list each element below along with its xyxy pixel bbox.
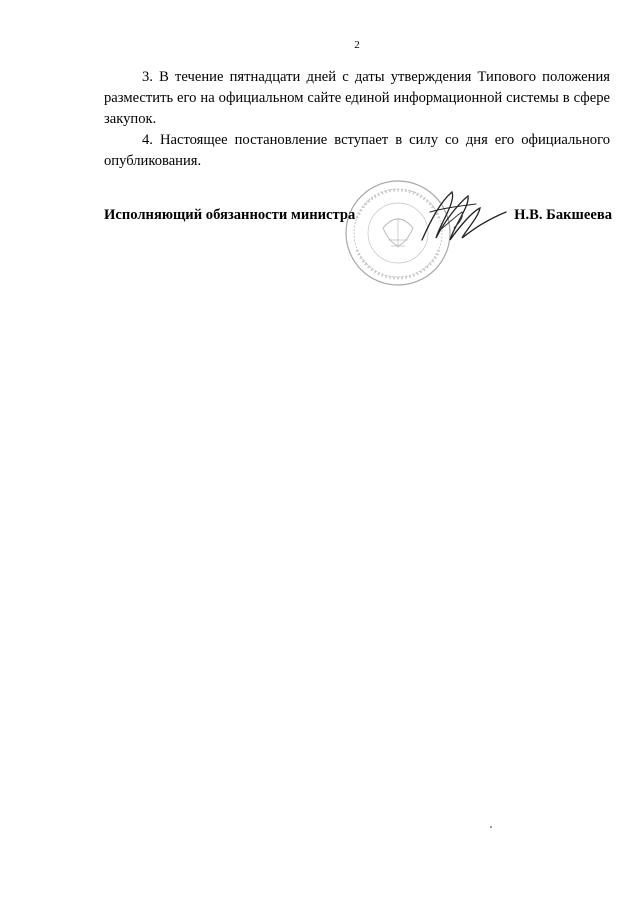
document-body — [104, 67, 610, 172]
signature-block — [104, 207, 612, 231]
paragraph-3: 3. В течение пятнадцати дней с даты утверждения Типового положения разместить его на официальном сайте единой информационной системы в сфере закупок. — [104, 69, 610, 127]
signatory-name: Н.В. Бакшеева — [514, 207, 612, 223]
scan-artifact — [490, 826, 492, 828]
paragraph-4: 4. Настоящее постановление вступает в силу со дня его официального опубликования. — [104, 132, 610, 169]
signatory-title: Исполняющий обязанности министра — [104, 207, 356, 223]
page-number: 2 — [354, 39, 360, 51]
